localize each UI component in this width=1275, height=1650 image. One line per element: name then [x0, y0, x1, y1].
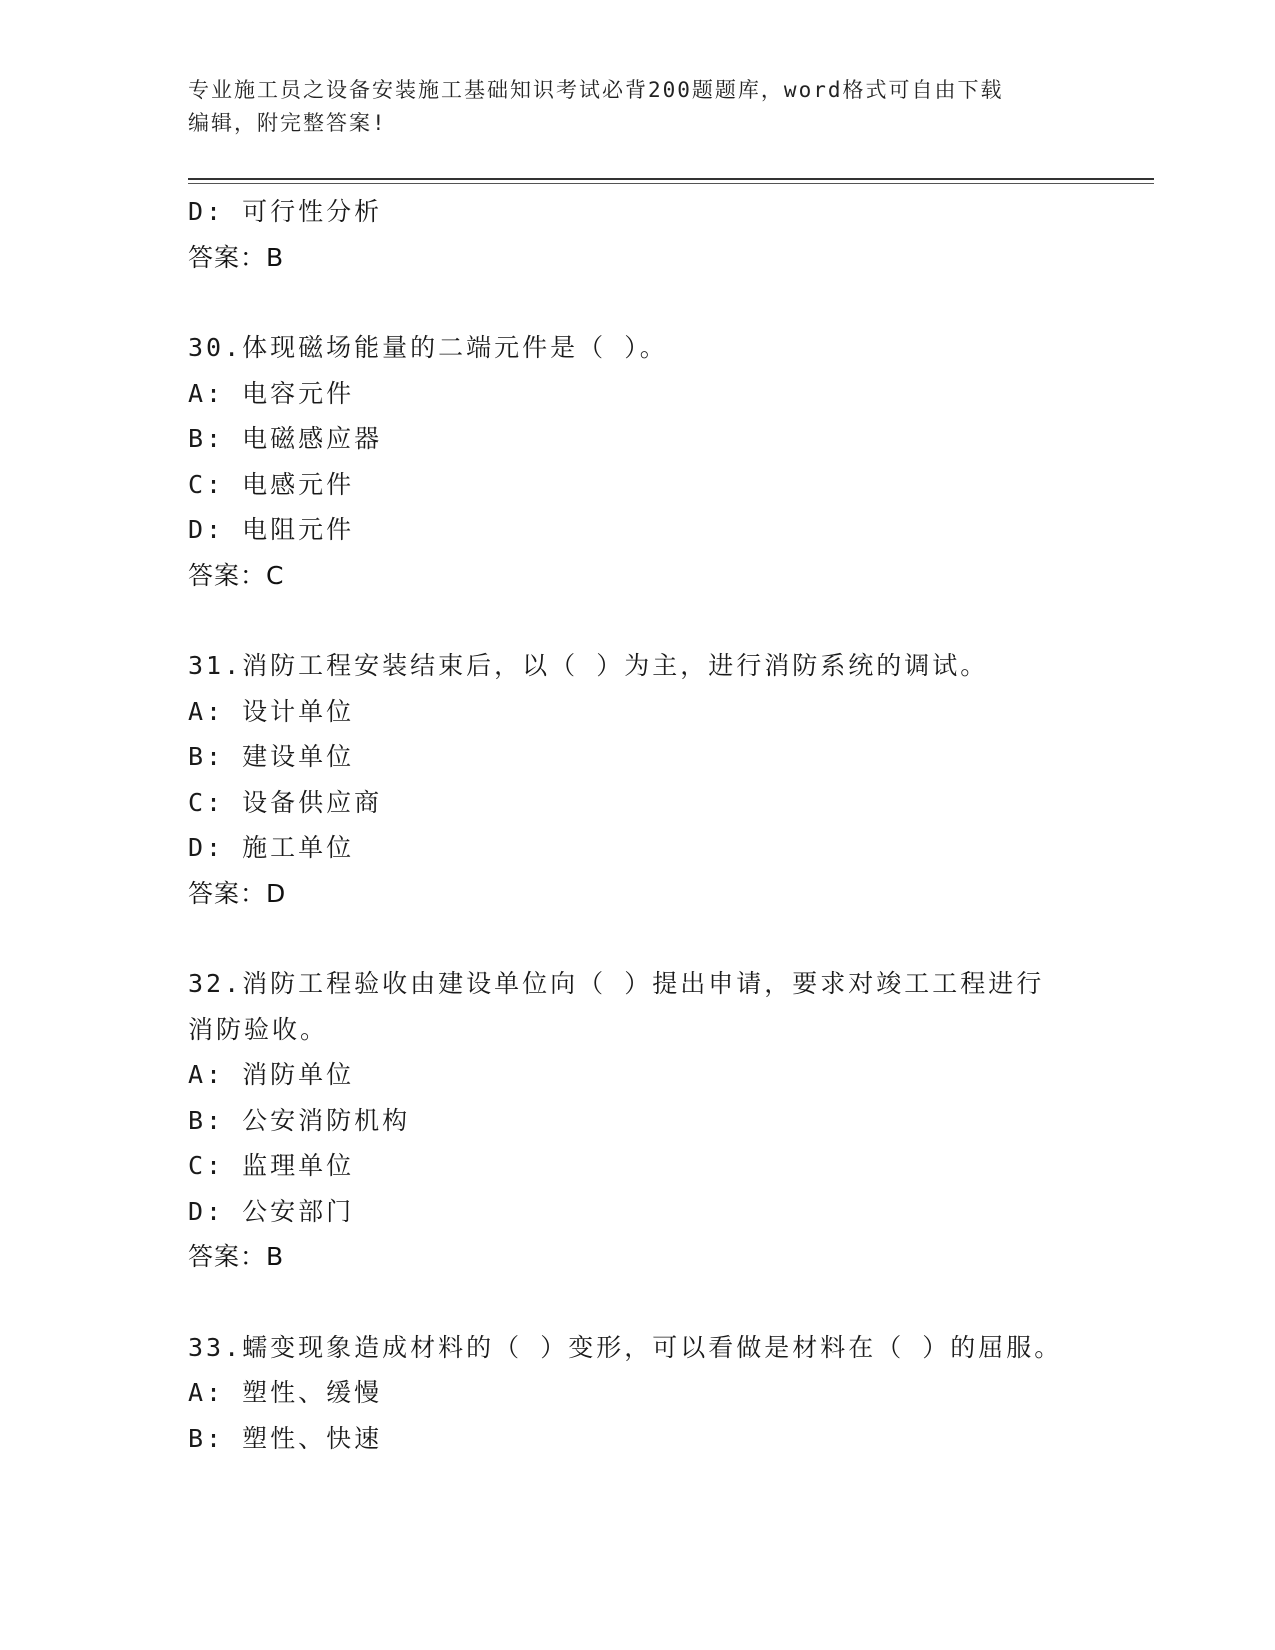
spacer — [188, 1280, 1108, 1325]
question-stem-line-2: 消防验收。 — [188, 1014, 329, 1044]
answer-label: 答案：B — [188, 1242, 285, 1271]
option-a: A: 电容元件 — [188, 378, 355, 408]
answer-label: 答案：C — [188, 560, 285, 590]
spacer — [188, 598, 1108, 643]
header-title-line-1: 专业施工员之设备安装施工基础知识考试必背200题题库，word格式可自由下载 — [188, 78, 1004, 102]
answer-label: 答案：B — [188, 242, 285, 272]
option-a: A: 消防单位 — [188, 1060, 355, 1089]
option-b: B: 电磁感应器 — [188, 424, 383, 453]
option-b: B: 塑性、快速 — [188, 1423, 383, 1453]
option-d: D: 施工单位 — [188, 833, 355, 862]
question-29-tail — [188, 189, 1108, 280]
header-divider-thin — [188, 183, 1154, 184]
question-stem: 33.蠕变现象造成材料的（ ）变形，可以看做是材料在（ ）的屈服。 — [188, 1332, 1063, 1362]
question-list — [188, 189, 1108, 1461]
option-c: C: 电感元件 — [188, 469, 355, 499]
option-b: B: 建设单位 — [188, 742, 355, 771]
document-header — [188, 74, 1088, 140]
question-31 — [188, 643, 1108, 916]
question-32 — [188, 961, 1108, 1280]
option-d: D: 公安部门 — [188, 1196, 355, 1226]
header-title-line-2: 编辑，附完整答案! — [188, 111, 387, 135]
spacer — [188, 280, 1108, 325]
option-d: D: 电阻元件 — [188, 515, 355, 544]
option-a: A: 塑性、缓慢 — [188, 1378, 383, 1407]
header-divider-thick — [188, 178, 1154, 180]
spacer — [188, 916, 1108, 961]
question-33 — [188, 1325, 1108, 1462]
option-b: B: 公安消防机构 — [188, 1105, 411, 1135]
answer-label: 答案：D — [188, 878, 287, 908]
question-30 — [188, 325, 1108, 598]
question-stem: 31.消防工程安装结束后，以（ ）为主，进行消防系统的调试。 — [188, 651, 989, 680]
question-stem: 30.体现磁场能量的二端元件是（ ）。 — [188, 333, 668, 362]
option-c: C: 监理单位 — [188, 1151, 355, 1180]
option-c: C: 设备供应商 — [188, 787, 383, 817]
option-d: D: 可行性分析 — [188, 197, 383, 226]
option-a: A: 设计单位 — [188, 696, 355, 726]
question-stem-line-1: 32.消防工程验收由建设单位向（ ）提出申请，要求对竣工工程进行 — [188, 969, 1045, 998]
